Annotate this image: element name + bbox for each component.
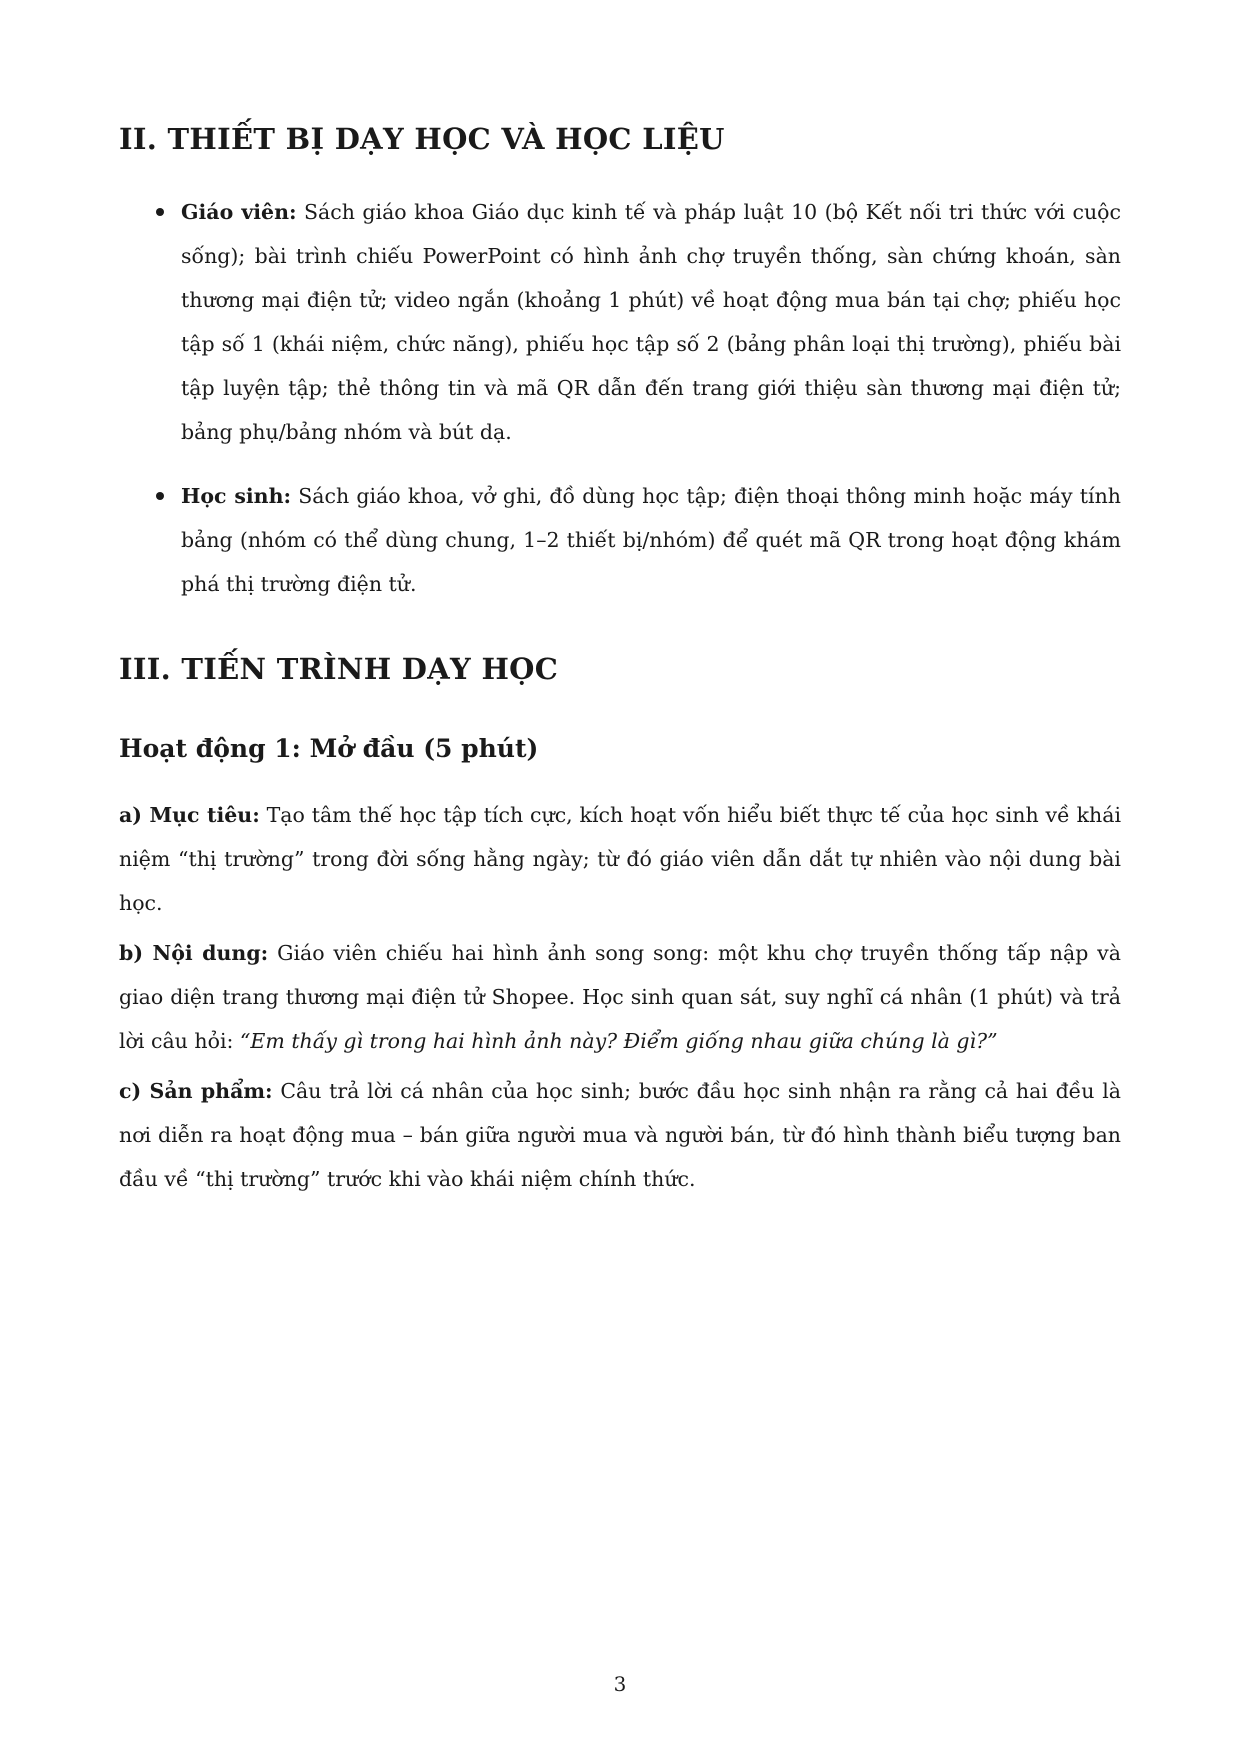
content-paragraph bbox=[119, 931, 1121, 1063]
objective-text: Tạo tâm thế học tập tích cực, kích hoạt vốn hiểu biết thực tế của học sinh về khái niệm “thị trường” trong đời sống hằng ngày; từ đó giáo viên dẫn dắt tự nhiên vào nội dung bài học. bbox=[119, 803, 1121, 915]
section-heading-equipment: II. THIẾT BỊ DẠY HỌC VÀ HỌC LIỆU bbox=[119, 122, 725, 156]
page-number: 3 bbox=[613, 1672, 627, 1696]
content-text: Giáo viên chiếu hai hình ảnh song song: một khu chợ truyền thống tấp nập và giao diện trang thương mại điện tử Shopee. Học sinh quan sát, suy nghĩ cá nhân (1 phút) và trả lời câu hỏi: bbox=[119, 941, 1121, 1053]
objective-label: a) Mục tiêu: bbox=[119, 803, 260, 827]
bullet-icon bbox=[156, 492, 164, 500]
page-content bbox=[119, 122, 1121, 1201]
objective-paragraph bbox=[119, 793, 1121, 925]
item-label: Học sinh: bbox=[181, 484, 292, 508]
list-item-teacher bbox=[119, 190, 1121, 454]
section-heading-process: III. TIẾN TRÌNH DẠY HỌC bbox=[119, 652, 559, 686]
activity-heading: Hoạt động 1: Mở đầu (5 phút) bbox=[119, 734, 539, 763]
bullet-icon bbox=[156, 208, 164, 216]
product-text: Câu trả lời cá nhân của học sinh; bước đầu học sinh nhận ra rằng cả hai đều là nơi diễn ra hoạt động mua – bán giữa người mua và người bán, từ đó hình thành biểu tượng ban đầu về “thị trường” trước khi vào khái niệm chính thức. bbox=[119, 1079, 1121, 1191]
activity-body bbox=[119, 793, 1121, 1201]
equipment-list bbox=[119, 190, 1121, 606]
product-paragraph bbox=[119, 1069, 1121, 1201]
content-label: b) Nội dung: bbox=[119, 941, 269, 965]
content-question: “Em thấy gì trong hai hình ảnh này? Điểm giống nhau giữa chúng là gì?” bbox=[239, 1029, 998, 1053]
item-text: Sách giáo khoa Giáo dục kinh tế và pháp luật 10 (bộ Kết nối tri thức với cuộc sống); bài trình chiếu PowerPoint có hình ảnh chợ truyền thống, sàn chứng khoán, sàn thương mại điện tử; video ngắn (khoảng 1 phút) về hoạt động mua bán tại chợ; phiếu học tập số 1 (khái niệm, chức năng), phiếu học tập số 2 (bảng phân loại thị trường), phiếu bài tập luyện tập; thẻ thông tin và mã QR dẫn đến trang giới thiệu sàn thương mại điện tử; bảng phụ/bảng nhóm và bút dạ. bbox=[181, 200, 1121, 444]
list-item-student bbox=[119, 474, 1121, 606]
item-text: Sách giáo khoa, vở ghi, đồ dùng học tập; điện thoại thông minh hoặc máy tính bảng (nhóm có thể dùng chung, 1–2 thiết bị/nhóm) để quét mã QR trong hoạt động khám phá thị trường điện tử. bbox=[181, 484, 1121, 596]
product-label: c) Sản phẩm: bbox=[119, 1079, 273, 1103]
item-label: Giáo viên: bbox=[181, 200, 297, 224]
